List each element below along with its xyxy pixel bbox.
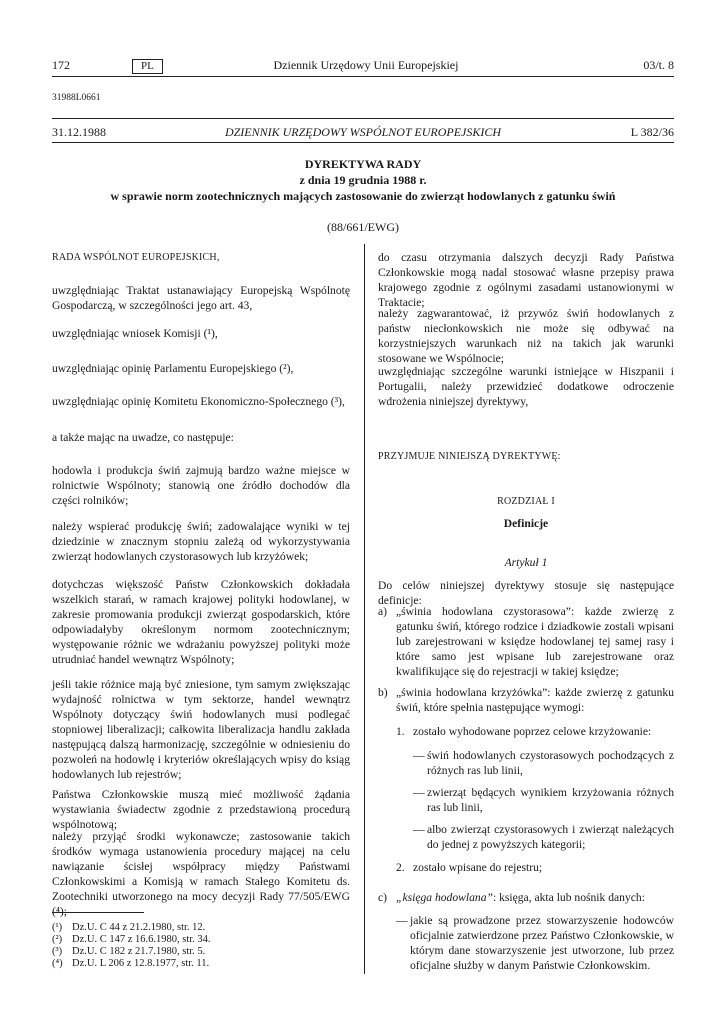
recital-5: Państwa Członkowskie muszą mieć możliwość żądania wystawiania świadectw zgodnie z przedstawioną procedurą wspólnotową; <box>52 788 350 831</box>
celex-number: 31988L0661 <box>52 93 101 103</box>
footnote-mark: (³) <box>52 946 63 957</box>
recital-ecosoc: uwzględniając opinię Komitetu Ekonomiczno-Społecznego (³), <box>52 395 345 408</box>
doc-date: z dnia 19 grudnia 1988 r. <box>299 173 427 187</box>
volume-number: 03/t. 8 <box>643 58 674 72</box>
dash-mark: — <box>396 914 408 927</box>
doc-subject: w sprawie norm zootechnicznych mających zastosowanie do zwierząt hodowlanych z gatunku świń <box>110 189 616 203</box>
recital-2: należy wspierać produkcję świń; zadowalające wyniki w tej dziedzinie w znacznym stopniu zależą od wykorzystywania zwierząt hodowlanych czystorasowych lub krzyżówek; <box>52 520 350 563</box>
oj-date: 31.12.1988 <box>52 125 106 139</box>
dash-item <box>413 822 674 852</box>
list-label: 1. <box>396 725 405 738</box>
recital-parliament: uwzględniając opinię Parlamentu Europejskiego (²), <box>52 362 294 375</box>
article-intro: Do celów niniejszej dyrektywy stosuje się następujące definicje: <box>378 579 674 607</box>
footnote-mark: (⁴) <box>52 958 63 969</box>
dash-text: jakie są prowadzone przez stowarzyszenie hodowców oficjalnie zatwierdzone przez Państwo Członkowskie, w którym dane stowarzyszenie jest utworzone, lub przez oficjalne służby w danym Państwie Członkowskim. <box>410 914 674 972</box>
dash-item <box>413 748 674 778</box>
list-label: 2. <box>396 861 405 874</box>
footnote-mark: (¹) <box>52 922 63 933</box>
recital-4: jeśli takie różnice mają być zniesione, tym samym zwiększając wydajność rolnictwa w tym sektorze, handel wewnątrz Wspólnoty dotyczący świń hodowlanych musi podlegać stopniowej liberalizacji; całkowita liberalizacja handlu zakłada następującą dalszą harmonizację, szczególnie w odniesieniu do pozwoleń na hodowlę i kryteriów określających wpisy do ksiąg hodowlanych lub rejestrów; <box>52 678 350 781</box>
defined-term: „księga hodowlana” <box>396 891 493 904</box>
dash-mark: — <box>413 823 425 836</box>
definition-b <box>378 685 674 715</box>
oj-journal: DZIENNIK URZĘDOWY WSPÓLNOT EUROPEJSKICH <box>224 125 502 139</box>
recital-7: do czasu otrzymania dalszych decyzji Rady Państwa Członkowskie mogą nadal stosować własne przepisy prawa krajowego zgodnie z ogólnymi zasadami ustanowionymi w Traktacie; <box>378 251 674 309</box>
requirement-text: zostało wyhodowane poprzez celowe krzyżowanie: <box>413 725 652 738</box>
dash-item <box>413 785 674 815</box>
list-label: a) <box>378 605 388 618</box>
council-heading: RADA WSPÓLNOT EUROPEJSKICH, <box>52 252 220 263</box>
definition-text: „świnia hodowlana krzyżówka”: każde zwierzę z gatunku świń, które spełnia następujące wymogi: <box>396 686 674 714</box>
header-rule <box>52 76 674 77</box>
doc-title: DYREKTYWA RADY <box>304 157 422 171</box>
requirement-2 <box>396 860 674 876</box>
list-label: c) <box>378 891 388 904</box>
oj-bottom-rule <box>52 142 674 143</box>
dash-text: zwierząt będących wynikiem krzyżowania różnych ras lub linii, <box>427 786 674 814</box>
footnote <box>52 958 350 970</box>
definition-body: : księga, akta lub nośnik danych: <box>492 891 645 904</box>
requirement-1 <box>396 724 674 740</box>
definition-a <box>378 604 674 678</box>
oj-top-rule <box>52 118 674 119</box>
recital-intro: a także mając na uwadze, co następuje: <box>52 431 234 444</box>
footnote-rule <box>52 912 144 913</box>
footnote <box>52 946 350 958</box>
footnotes <box>52 922 350 970</box>
recital-1: hodowla i produkcja świń zajmują bardzo ważne miejsce w rolnictwie Wspólnoty; stanowią one źródło dochodów dla części rolników; <box>52 464 350 507</box>
page-number: 172 <box>52 58 70 72</box>
definition-text: „świnia hodowlana czystorasowa”: każde zwierzę z gatunku świń, którego rodzice i dziadkowie zostali wpisani lub zarejestrowani w księdze hodowlanej tej samej rasy i które samo jest wpisane lub zarejestrowane oraz kwalifikujące się do rejestracji w takiej księdze; <box>396 605 674 678</box>
adoption-formula: PRZYJMUJE NINIEJSZĄ DYREKTYWĘ: <box>378 451 561 462</box>
definition-c <box>378 890 674 906</box>
dash-mark: — <box>413 786 425 799</box>
footnote-mark: (²) <box>52 934 63 945</box>
requirement-text: zostało wpisane do rejestru; <box>413 861 543 874</box>
publication-title: Dziennik Urzędowy Unii Europejskiej <box>273 58 459 72</box>
column-divider <box>364 244 365 974</box>
dash-text: świń hodowlanych czystorasowych pochodzących z różnych ras lub linii, <box>427 749 674 777</box>
footnote <box>52 922 350 934</box>
footnote <box>52 934 350 946</box>
dash-item <box>396 913 674 973</box>
footnote-text: Dz.U. C 182 z 21.7.1980, str. 5. <box>72 946 206 957</box>
chapter-heading: ROZDZIAŁ I <box>497 496 555 507</box>
dash-text: albo zwierząt czystorasowych i zwierząt należących do jednej z powyższych kategorii; <box>427 823 674 851</box>
footnote-text: Dz.U. C 44 z 21.2.1980, str. 12. <box>72 922 206 933</box>
footnote-text: Dz.U. C 147 z 16.6.1980, str. 34. <box>72 934 211 945</box>
recital-8: należy zagwarantować, iż przywóz świń hodowlanych z państw niecłonkowskich nie może się odbywać na korzystniejszych warunkach niż na takich jak warunki stosowane we Wspólnocie; <box>378 307 674 365</box>
article-heading: Artykuł 1 <box>504 556 548 569</box>
oj-reference: L 382/36 <box>630 125 674 139</box>
chapter-title: Definicje <box>503 517 549 530</box>
recital-treaty: uwzględniając Traktat ustanawiający Europejską Wspólnotę Gospodarczą, w szczególności jego art. 43, <box>52 284 350 312</box>
recital-commission: uwzględniając wniosek Komisji (¹), <box>52 327 218 340</box>
list-label: b) <box>378 686 388 699</box>
dash-mark: — <box>413 749 425 762</box>
footnote-text: Dz.U. L 206 z 12.8.1977, str. 11. <box>72 958 210 969</box>
language-badge: PL <box>132 59 163 74</box>
definition-text <box>396 890 674 905</box>
doc-number: (88/661/EWG) <box>327 220 399 234</box>
recital-3: dotychczas większość Państw Członkowskich dokładała wszelkich starań, w ramach krajowej polityki hodowlanej, w zakresie promowania produkcji zwierząt gospodarskich, które odpowiadałyby określonym normom zootechnicznym; występowanie różnic we wdrażaniu powyższej polityki może utrudniać handel wewnątrz Wspólnoty; <box>52 578 350 666</box>
recital-6: należy przyjąć środki wykonawcze; zastosowanie takich środków wymaga ustanowienia procedury mającej na celu nawiązanie ścisłej współpracy między Państwami Członkowskimi a Komisją w ramach Stałego Komitetu ds. Zootechniki utworzonego na mocy decyzji Rady 77/505/EWG (⁴); <box>52 830 350 918</box>
recital-9: uwzględniając szczególne warunki istniejące w Hiszpanii i Portugalii, należy przewidzieć dodatkowe odroczenie wdrożenia niniejszej dyrektywy, <box>378 365 674 408</box>
